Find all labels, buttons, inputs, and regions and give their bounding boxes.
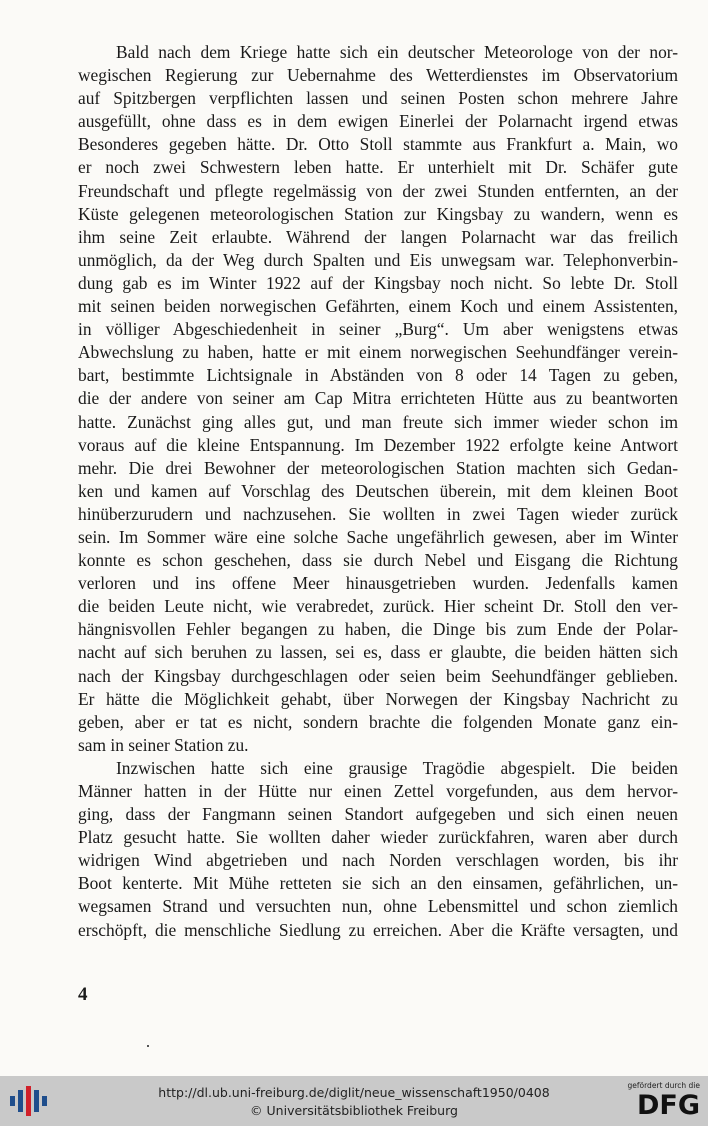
dfg-caption: gefördert durch die [627,1081,700,1090]
text-line: Männer hatten in der Hütte nur einen Zettel vorgefunden, aus dem hervor- [78,781,678,801]
page-number: 4 [78,984,88,1005]
text-line: wegischen Regierung zur Uebernahme des Wetterdienstes im Observatorium [78,65,678,86]
text-line: mehr. Die drei Bewohner der meteorologischen Station machten sich Gedan- [78,457,678,478]
text-line: Er hätte die Möglichkeit gehabt, über Norwegen der Kingsbay Nachricht zu [78,688,678,709]
text-line: verloren und ins offene Meer hinausgetrieben wurden. Jedenfalls kamen [78,573,678,594]
body-text [78,41,678,942]
text-line: hängnisvollen Fehler begangen zu haben, die Dinge bis zum Ende der Polar- [78,619,678,640]
text-line: Inzwischen hatte sich eine grausige Tragödie abgespielt. Die beiden [116,757,678,778]
text-line: dung gab es im Winter 1922 auf der Kingsbay noch nicht. So lebte Dr. Stoll [78,272,678,293]
text-line: unmöglich, da der Weg durch Spalten und Eis unwegsam war. Telephonverbin- [78,249,678,270]
footer-bar [0,1076,708,1126]
text-line: nacht auf sich beruhen zu lassen, sei es, dass er glaubte, die beiden hätten sich [78,642,678,663]
text-line: ken und kamen auf Vorschlag des Deutschen überein, mit dem kleinen Boot [78,480,678,501]
text-line: Platz gesucht hatte. Sie wollten daher wieder zurückfahren, waren aber durch [78,827,678,848]
text-line: erschöpft, die menschliche Siedlung zu erreichen. Aber die Kräfte versagten, und [78,919,678,940]
text-line: er noch zwei Schwestern leben hatte. Er unterhielt mit Dr. Schäfer gute [78,157,678,178]
text-line: Boot kenterte. Mit Mühe retteten sie sich an den einsamen, gefährlichen, un- [78,873,678,894]
scan-speck [147,1045,149,1047]
text-line: geben, aber er tat es nicht, sondern brachte die folgenden Monate ganz ein- [78,711,678,732]
text-line: Besonderes gegeben hätte. Dr. Otto Stoll stammte aus Frankfurt a. Main, wo [78,134,678,155]
text-line: ging, dass der Fangmann seinen Standort aufgegeben und sich einen neuen [78,804,678,825]
text-line: die der andere von seiner am Cap Mitra errichteten Hütte aus zu beantworten [78,388,678,409]
text-line: widrigen Wind abgetrieben und nach Norden verschlagen worden, bis ihr [78,850,678,871]
text-line: ausgefüllt, ohne dass es in dem ewigen Einerlei der Polarnacht irgend etwas [78,111,678,132]
text-line: nach der Kingsbay durchgeschlagen oder seien beim Seehundfänger geblieben. [78,665,678,686]
text-line: mit seinen beiden norwegischen Gefährten, einem Koch und einem Assistenten, [78,296,678,317]
text-line: sein. Im Sommer wäre eine solche Sache ungefährlich gewesen, aber im Winter [78,526,678,547]
text-line: in völliger Abgeschiedenheit in seiner „Burg“. Um aber wenigstens etwas [78,319,678,340]
text-line: Bald nach dem Kriege hatte sich ein deutscher Meteorologe von der nor- [116,42,678,62]
text-line: bart, bestimmte Lichtsignale in Abständen von 8 oder 14 Tagen zu geben, [78,365,678,386]
text-line: Freundschaft und pflegte regelmässig von der zwei Stunden entfernten, an der [78,180,678,201]
copyright-text: © Universitätsbibliothek Freiburg [250,1103,458,1118]
text-line: konnte es schon geschehen, dass sie durch Nebel und Eisgang die Richtung [78,550,678,571]
text-line: auf Spitzbergen verpflichten lassen und seinen Posten schon mehrere Jahre [78,88,678,109]
text-line: Abwechslung zu haben, hatte er mit einem norwegischen Seehundfänger verein- [78,342,678,363]
text-line: die beiden Leute nicht, wie verabredet, zurück. Hier scheint Dr. Stoll den ver- [78,596,678,617]
text-line: wegsamen Strand und versuchten nun, ohne Lebensmittel und schon ziemlich [78,896,678,917]
text-line: Küste gelegenen meteorologischen Station zur Kingsbay zu wandern, wenn es [78,203,678,224]
text-line: hinüberzurudern und nachzusehen. Sie wollten in zwei Tagen wieder zurück [78,503,678,524]
text-line: ihm seine Zeit erlaubte. Während der langen Polarnacht war das freilich [78,226,678,247]
text-line: hatte. Zunächst ging alles gut, und man freute sich immer wieder schon im [78,411,678,432]
source-url-link[interactable]: http://dl.ub.uni-freiburg.de/diglit/neue_wissenschaft1950/0408 [158,1085,550,1100]
dfg-logo: DFG [636,1090,700,1121]
text-line: sam in seiner Station zu. [78,734,249,755]
text-line: voraus auf die kleine Entspannung. Im Dezember 1922 erfolgte keine Antwort [78,434,678,455]
